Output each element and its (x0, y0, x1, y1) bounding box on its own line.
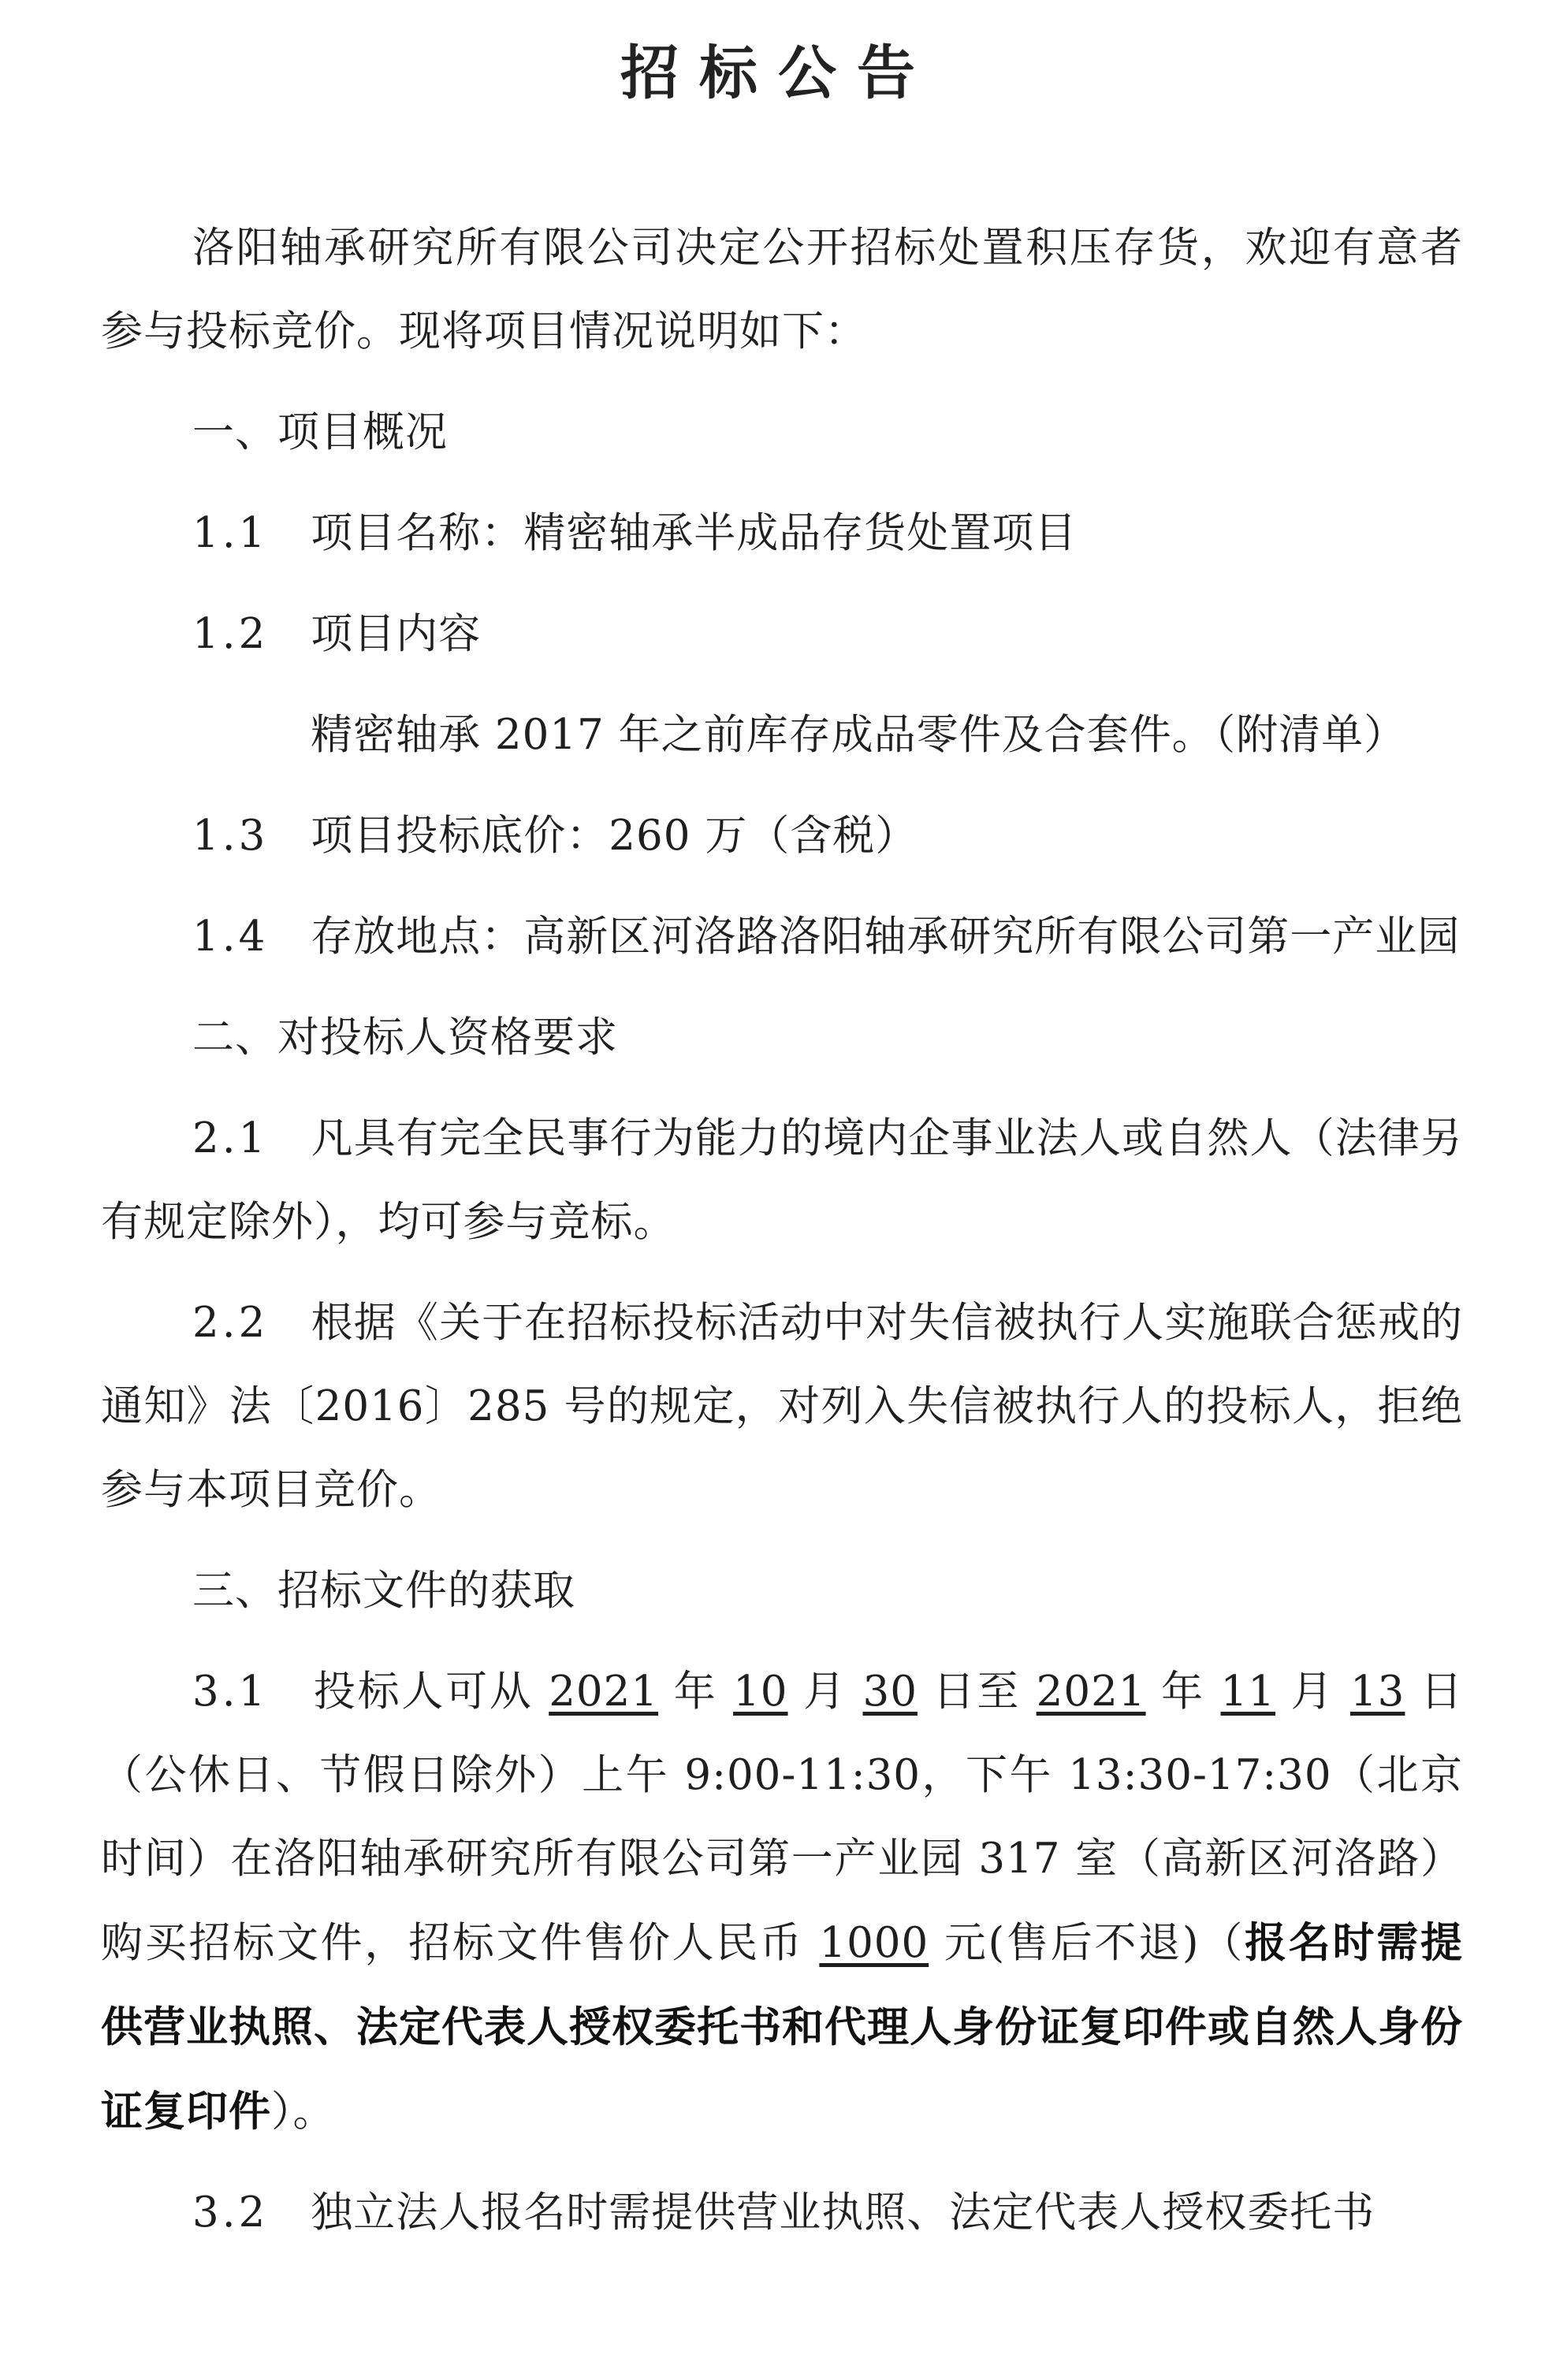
start-month: 10 (733, 1668, 788, 1716)
registration-requirements: 报名时需提供营业执照、法定代表人授权委托书和代理人身份证复印件或自然人身份证复印件 (101, 1918, 1464, 2136)
end-month: 11 (1220, 1668, 1275, 1716)
item-3-2 (101, 2171, 1463, 2255)
year-label: 年 (1145, 1668, 1221, 1716)
item-text: 根据《关于在招标投标活动中对失信被执行人实施联合惩戒的通知》法〔2016〕285 号的规定，对列入失信被执行人的投标人，拒绝参与本项目竞价。 (101, 1299, 1464, 1514)
item-1-1 (101, 492, 1463, 575)
item-number: 3.1 (192, 1668, 269, 1716)
item-number: 2.2 (192, 1299, 269, 1347)
end-day: 13 (1349, 1668, 1405, 1716)
month-label: 月 (787, 1668, 863, 1716)
start-day: 30 (862, 1668, 918, 1716)
day-to-label: 日至 (917, 1668, 1037, 1716)
item-text-pre: 投标人可从 (313, 1668, 549, 1716)
item-1-4 (101, 895, 1463, 979)
price-suffix: 元(售后不退)（ (929, 1919, 1245, 1967)
section-heading-overview: 一、项目概况 (192, 408, 448, 456)
item-text: 项目名称：精密轴承半成品存货处置项目 (311, 509, 1078, 557)
month-label: 月 (1275, 1668, 1350, 1716)
intro-paragraph: 洛阳轴承研究所有限公司决定公开招标处置积压存货，欢迎有意者参与投标竞价。现将项目情况说明如下： (101, 224, 1463, 355)
item-text: 存放地点：高新区河洛路洛阳轴承研究所有限公司第一产业园 (311, 913, 1461, 961)
year-label: 年 (658, 1668, 734, 1716)
item-text-mid: （公休日、节假日除外）上午 9:00-11:30，下午 13:30-17:30（北京时间）在洛阳轴承研究所有限公司第一产业园 317 室（高新区河洛路）购买招标文件，招标文件售价人民币 (101, 1751, 1463, 1967)
item-number: 1.3 (192, 812, 269, 860)
item-text-end: ）。 (271, 2088, 336, 2136)
item-number: 2.1 (192, 1114, 269, 1162)
item-number: 1.1 (192, 509, 269, 557)
start-year: 2021 (549, 1668, 659, 1716)
end-year: 2021 (1036, 1668, 1146, 1716)
page-title: 招标公告 (620, 39, 936, 107)
item-1-3 (101, 794, 1463, 878)
item-number: 3.2 (192, 2188, 269, 2237)
item-text: 独立法人报名时需提供营业执照、法定代表人授权委托书 (311, 2188, 1375, 2237)
item-1-2-detail: 精密轴承 2017 年之前库存成品零件及合套件。（附清单） (311, 711, 1407, 759)
document-body (101, 206, 1463, 2255)
day-label: 日 (1405, 1668, 1463, 1716)
section-heading-documents: 三、招标文件的获取 (192, 1567, 575, 1615)
item-3-1 (101, 1650, 1463, 2154)
item-2-2 (101, 1281, 1463, 1532)
item-text: 项目投标底价：260 万（含税） (311, 812, 918, 860)
item-1-2 (101, 593, 1463, 676)
item-number: 1.4 (192, 913, 269, 961)
section-heading-qualification: 二、对投标人资格要求 (192, 1013, 618, 1062)
item-number: 1.2 (192, 610, 269, 658)
item-2-1 (101, 1097, 1463, 1264)
item-text: 凡具有完全民事行为能力的境内企事业法人或自然人（法律另有规定除外），均可参与竞标。 (101, 1114, 1464, 1246)
document-price: 1000 (819, 1919, 929, 1967)
item-text: 项目内容 (311, 610, 482, 658)
